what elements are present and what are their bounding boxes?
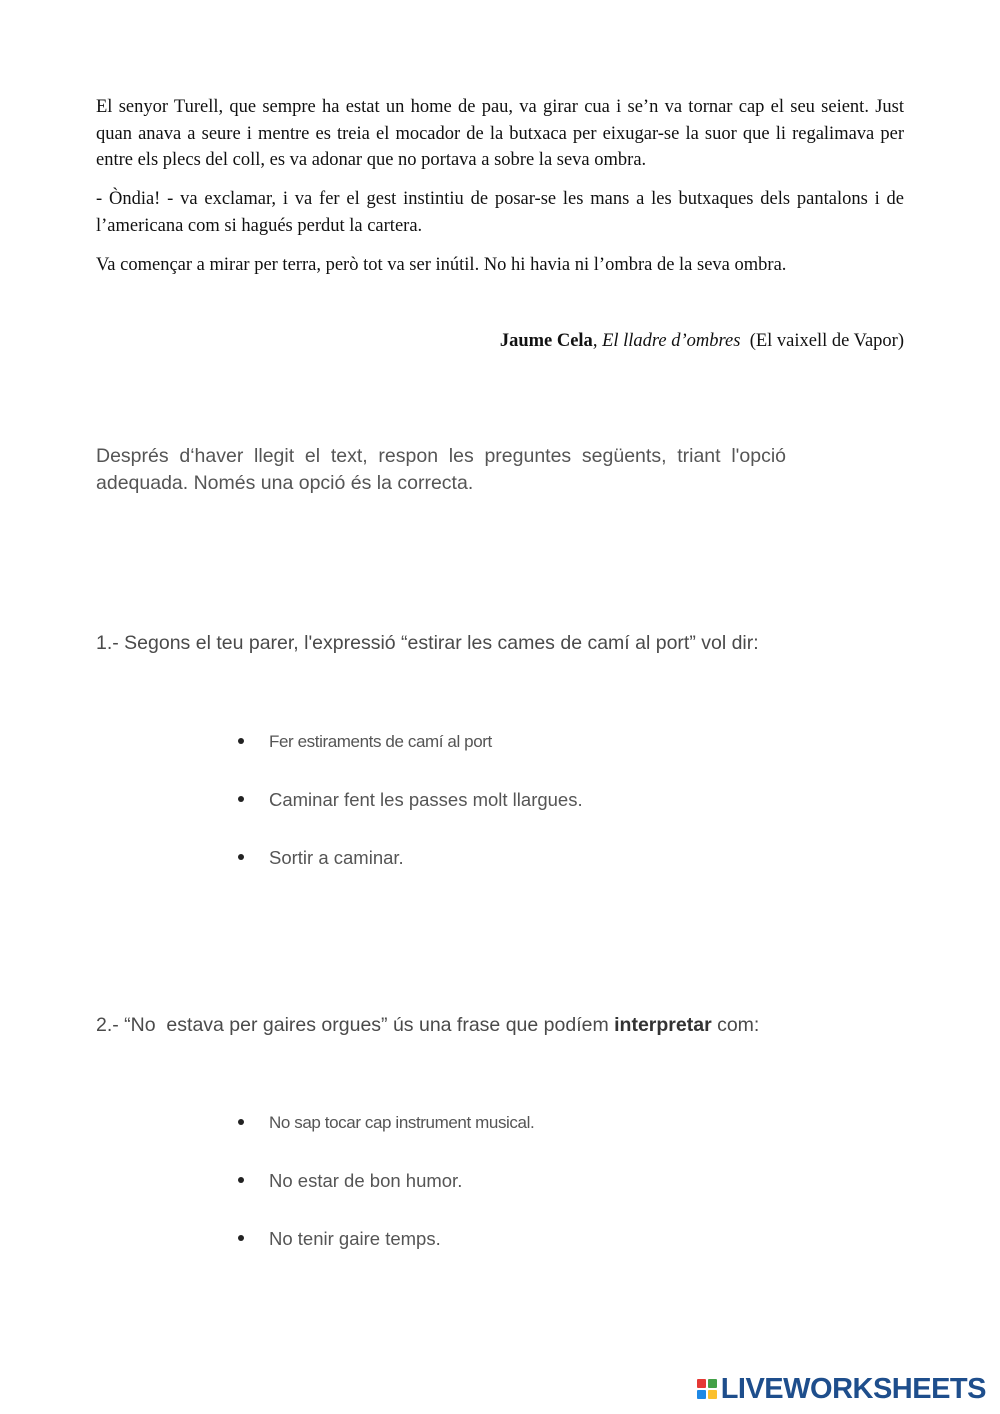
instructions-text: Després d‘haver llegit el text, respon les preguntes següents, triant l'opció adequada. Només una opció és la correcta. (96, 445, 786, 494)
option-label: No estar de bon humor. (269, 1170, 463, 1191)
question-2-options (238, 1110, 534, 1284)
logo-tile (697, 1390, 706, 1399)
question-2-option-2[interactable] (238, 1168, 534, 1226)
question-1-option-2[interactable] (238, 787, 583, 845)
bullet-icon (238, 738, 244, 744)
question-2-text-before: 2.- “No estava per gaires orgues” ús una frase que podíem (96, 1014, 615, 1036)
bullet-icon (238, 1119, 244, 1125)
bullet-icon (238, 854, 244, 860)
liveworksheets-wordmark: LIVEWORKSHEETS (720, 1372, 986, 1405)
liveworksheets-logo[interactable] (697, 1374, 986, 1404)
passage-paragraph-2: - Òndia! - va exclamar, i va fer el gest instintiu de posar-se les mans a les butxaques dels pantalons i de l’americana com si hagués perdut la cartera. (96, 189, 904, 236)
attribution-author: Jaume Cela (499, 331, 593, 351)
option-label: Fer estiraments de camí al port (269, 732, 492, 751)
bullet-icon (238, 1235, 244, 1241)
bullet-icon (238, 796, 244, 802)
question-2 (96, 1012, 916, 1038)
attribution-book-title: El lladre d’ombres (602, 331, 741, 351)
logo-tile (708, 1390, 717, 1399)
logo-tile (697, 1379, 706, 1388)
passage-attribution (500, 328, 904, 354)
option-label: Caminar fent les passes molt llargues. (269, 789, 583, 810)
question-1: 1.- Segons el teu parer, l'expressió “estirar les cames de camí al port” vol dir: (96, 632, 759, 654)
question-2-text-after: com: (711, 1014, 760, 1036)
liveworksheets-logo-icon (697, 1379, 717, 1399)
option-label: No sap tocar cap instrument musical. (269, 1113, 535, 1132)
question-2-option-1[interactable] (238, 1110, 534, 1168)
passage-paragraph-3: Va començar a mirar per terra, però tot va ser inútil. No hi havia ni l’ombra de la seva ombra. (96, 255, 787, 275)
option-label: No tenir gaire temps. (269, 1228, 441, 1249)
question-1-option-1[interactable] (238, 729, 583, 787)
option-label: Sortir a caminar. (269, 847, 404, 868)
attribution-publisher: (El vaixell de Vapor) (749, 331, 904, 351)
logo-tile (708, 1379, 717, 1388)
attribution-separator: , (592, 331, 603, 351)
question-1-option-3[interactable] (238, 845, 583, 903)
passage-paragraph-1: El senyor Turell, que sempre ha estat un home de pau, va girar cua i se’n va tornar cap el seu seient. Just quan anava a seure i mentre es treia el mocador de la butxaca per eixugar-se la suor que li regalimava per entre els plecs del coll, es va adonar que no portava a sobre la seva ombra. (96, 97, 904, 170)
question-2-option-3[interactable] (238, 1226, 534, 1284)
question-1-options (238, 729, 583, 903)
bullet-icon (238, 1177, 244, 1183)
question-2-text-bold: interpretar (614, 1014, 712, 1036)
